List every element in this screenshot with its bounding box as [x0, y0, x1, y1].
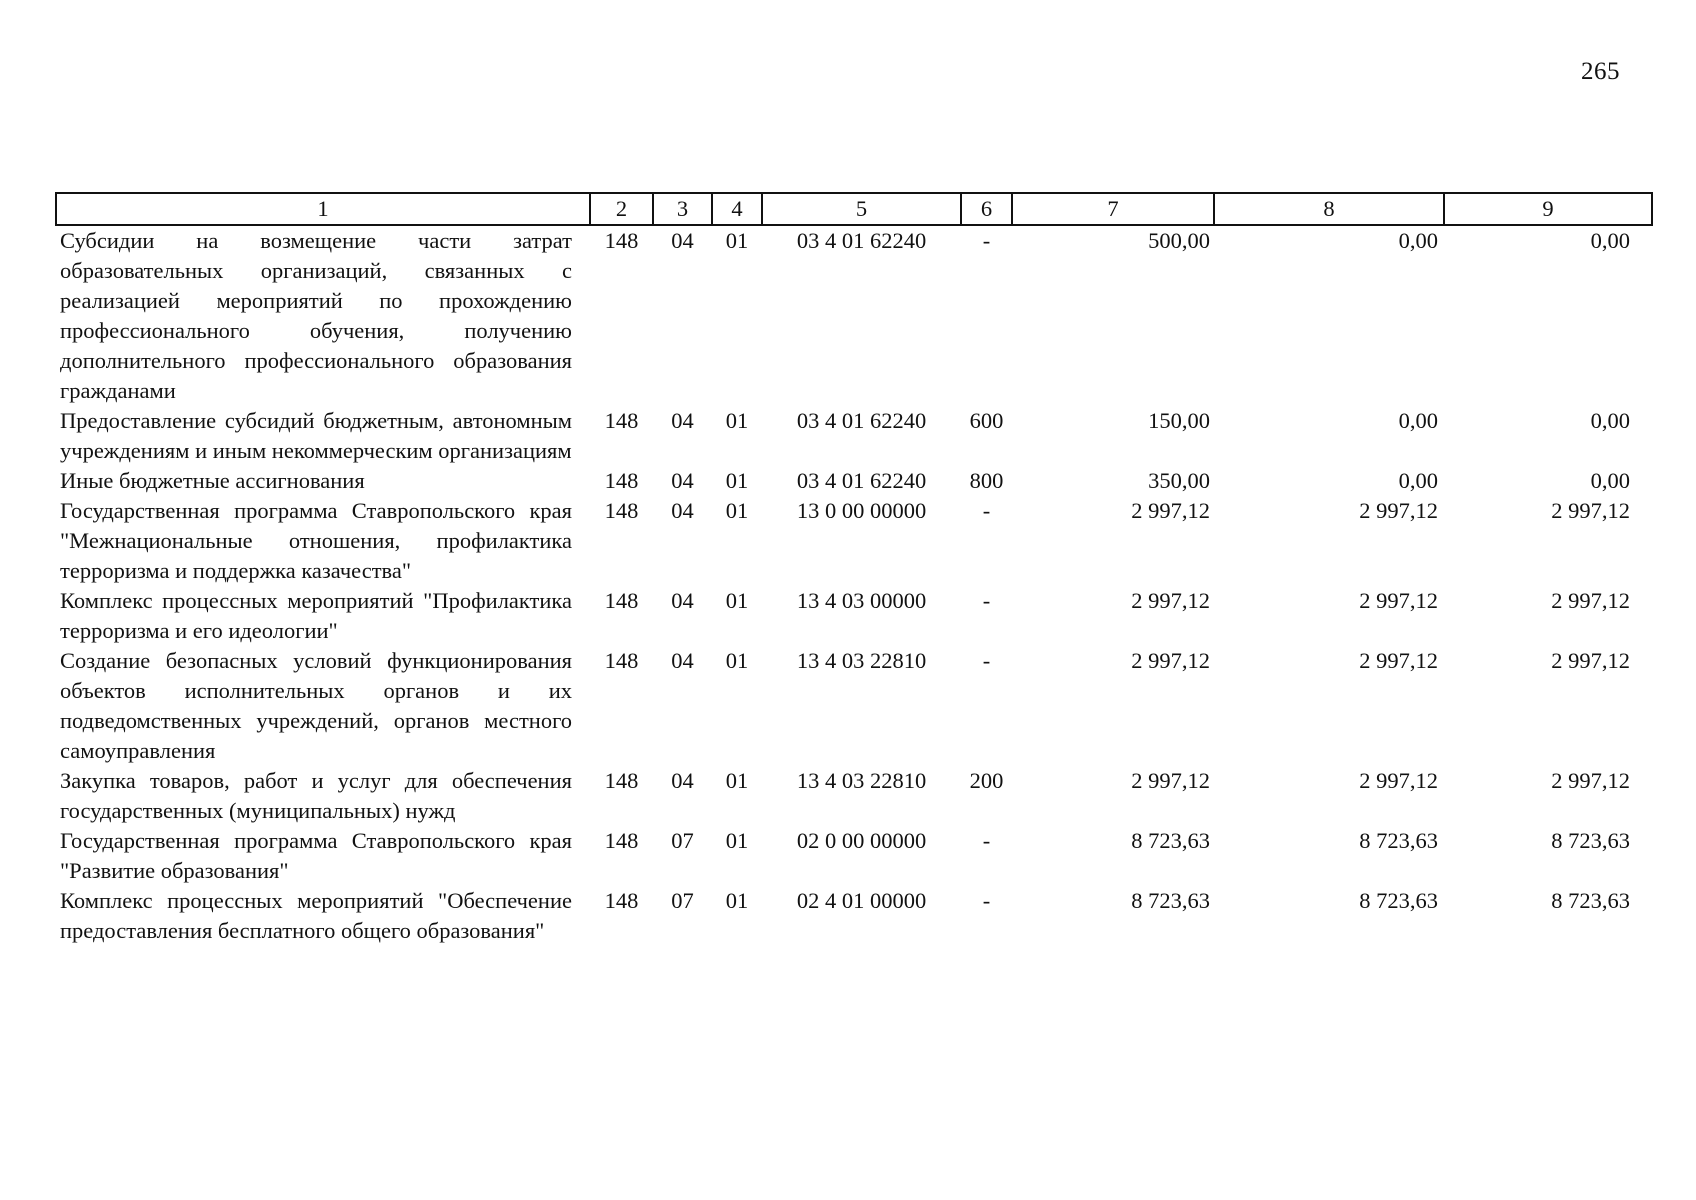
table-row — [56, 766, 1652, 826]
table-row — [56, 466, 1652, 496]
cell-col-2: 148 — [604, 648, 639, 673]
column-header-3: 3 — [653, 193, 712, 225]
column-header-4: 4 — [712, 193, 762, 225]
cell-col-6: 600 — [969, 408, 1004, 433]
cell-col-9: 8 723,63 — [1551, 888, 1630, 913]
cell-col-6: - — [982, 828, 991, 853]
cell-col-8: 2 997,12 — [1359, 648, 1438, 673]
cell-col-8: 2 997,12 — [1359, 588, 1438, 613]
cell-col-3: 04 — [671, 468, 694, 493]
row-name: Комплекс процессных мероприятий "Профилактика терроризма и его идеологии" — [60, 588, 572, 643]
cell-col-6: - — [982, 588, 991, 613]
cell-col-4: 01 — [725, 828, 749, 853]
cell-col-7: 2 997,12 — [1131, 498, 1210, 523]
cell-col-5: 02 0 00 00000 — [796, 828, 927, 853]
row-name: Закупка товаров, работ и услуг для обеспечения государственных (муниципальных) нужд — [60, 768, 572, 823]
cell-col-8: 8 723,63 — [1359, 828, 1438, 853]
cell-col-3: 07 — [671, 828, 694, 853]
column-header-2: 2 — [590, 193, 653, 225]
cell-col-5: 13 0 00 00000 — [796, 498, 927, 523]
cell-col-8: 2 997,12 — [1359, 768, 1438, 793]
cell-col-6: - — [982, 648, 991, 673]
cell-col-3: 04 — [671, 498, 694, 523]
cell-col-5: 03 4 01 62240 — [796, 408, 927, 433]
cell-col-7: 150,00 — [1148, 408, 1210, 433]
cell-col-7: 350,00 — [1148, 468, 1210, 493]
cell-col-8: 0,00 — [1398, 468, 1438, 493]
table-row — [56, 826, 1652, 886]
column-header-5: 5 — [762, 193, 961, 225]
row-name: Создание безопасных условий функционирования объектов исполнительных органов и их подведомственных учреждений, органов местного самоуправления — [60, 648, 572, 763]
cell-col-4: 01 — [725, 888, 749, 913]
cell-col-6: - — [982, 228, 991, 253]
cell-col-9: 8 723,63 — [1551, 828, 1630, 853]
cell-col-4: 01 — [725, 228, 749, 253]
cell-col-3: 04 — [671, 588, 694, 613]
cell-col-6: 200 — [969, 768, 1004, 793]
row-name: Комплекс процессных мероприятий "Обеспечение предоставления бесплатного общего образования" — [60, 888, 572, 943]
cell-col-3: 04 — [671, 648, 694, 673]
row-name: Субсидии на возмещение части затрат образовательных организаций, связанных с реализацией мероприятий по прохождению профессионального обучения, получению дополнительного профессионального образования гражданами — [60, 228, 572, 403]
cell-col-9: 0,00 — [1590, 468, 1630, 493]
cell-col-3: 04 — [671, 768, 694, 793]
column-header-7: 7 — [1012, 193, 1214, 225]
table-row — [56, 886, 1652, 946]
table-row — [56, 406, 1652, 466]
column-header-1: 1 — [56, 193, 590, 225]
row-name: Государственная программа Ставропольского края "Межнациональные отношения, профилактика терроризма и поддержка казачества" — [60, 498, 572, 583]
table-row — [56, 646, 1652, 766]
column-number-header-row — [56, 193, 1652, 225]
row-name: Предоставление субсидий бюджетным, автономным учреждениям и иным некоммерческим организациям — [60, 408, 572, 463]
cell-col-4: 01 — [725, 408, 749, 433]
cell-col-5: 02 4 01 00000 — [796, 888, 927, 913]
cell-col-5: 03 4 01 62240 — [796, 228, 927, 253]
cell-col-2: 148 — [604, 228, 639, 253]
column-header-6: 6 — [961, 193, 1012, 225]
cell-col-6: 800 — [969, 468, 1004, 493]
cell-col-9: 2 997,12 — [1551, 768, 1630, 793]
cell-col-9: 2 997,12 — [1551, 588, 1630, 613]
cell-col-7: 8 723,63 — [1131, 888, 1210, 913]
cell-col-9: 2 997,12 — [1551, 648, 1630, 673]
cell-col-7: 8 723,63 — [1131, 828, 1210, 853]
column-header-9: 9 — [1444, 193, 1652, 225]
cell-col-4: 01 — [725, 468, 749, 493]
cell-col-2: 148 — [604, 888, 639, 913]
cell-col-2: 148 — [604, 768, 639, 793]
cell-col-2: 148 — [604, 588, 639, 613]
cell-col-9: 0,00 — [1590, 228, 1630, 253]
cell-col-9: 2 997,12 — [1551, 498, 1630, 523]
cell-col-6: - — [982, 498, 991, 523]
cell-col-2: 148 — [604, 498, 639, 523]
row-name: Иные бюджетные ассигнования — [60, 468, 365, 493]
column-header-8: 8 — [1214, 193, 1444, 225]
cell-col-3: 07 — [671, 888, 694, 913]
cell-col-5: 13 4 03 22810 — [796, 768, 927, 793]
cell-col-5: 03 4 01 62240 — [796, 468, 927, 493]
table-row — [56, 586, 1652, 646]
row-name: Государственная программа Ставропольского края "Развитие образования" — [60, 828, 572, 883]
cell-col-7: 2 997,12 — [1131, 648, 1210, 673]
table-row — [56, 496, 1652, 586]
cell-col-8: 0,00 — [1398, 228, 1438, 253]
budget-table — [55, 192, 1651, 946]
cell-col-3: 04 — [671, 408, 694, 433]
cell-col-6: - — [982, 888, 991, 913]
cell-col-8: 2 997,12 — [1359, 498, 1438, 523]
page-number: 265 — [1581, 58, 1620, 85]
cell-col-4: 01 — [725, 498, 749, 523]
cell-col-2: 148 — [604, 408, 639, 433]
cell-col-5: 13 4 03 00000 — [796, 588, 927, 613]
cell-col-7: 2 997,12 — [1131, 588, 1210, 613]
cell-col-8: 8 723,63 — [1359, 888, 1438, 913]
cell-col-4: 01 — [725, 648, 749, 673]
cell-col-2: 148 — [604, 468, 639, 493]
cell-col-3: 04 — [671, 228, 694, 253]
cell-col-4: 01 — [725, 768, 749, 793]
cell-col-2: 148 — [604, 828, 639, 853]
cell-col-7: 2 997,12 — [1131, 768, 1210, 793]
table-row — [56, 225, 1652, 406]
cell-col-4: 01 — [725, 588, 749, 613]
cell-col-8: 0,00 — [1398, 408, 1438, 433]
cell-col-9: 0,00 — [1590, 408, 1630, 433]
cell-col-5: 13 4 03 22810 — [796, 648, 927, 673]
cell-col-7: 500,00 — [1148, 228, 1210, 253]
